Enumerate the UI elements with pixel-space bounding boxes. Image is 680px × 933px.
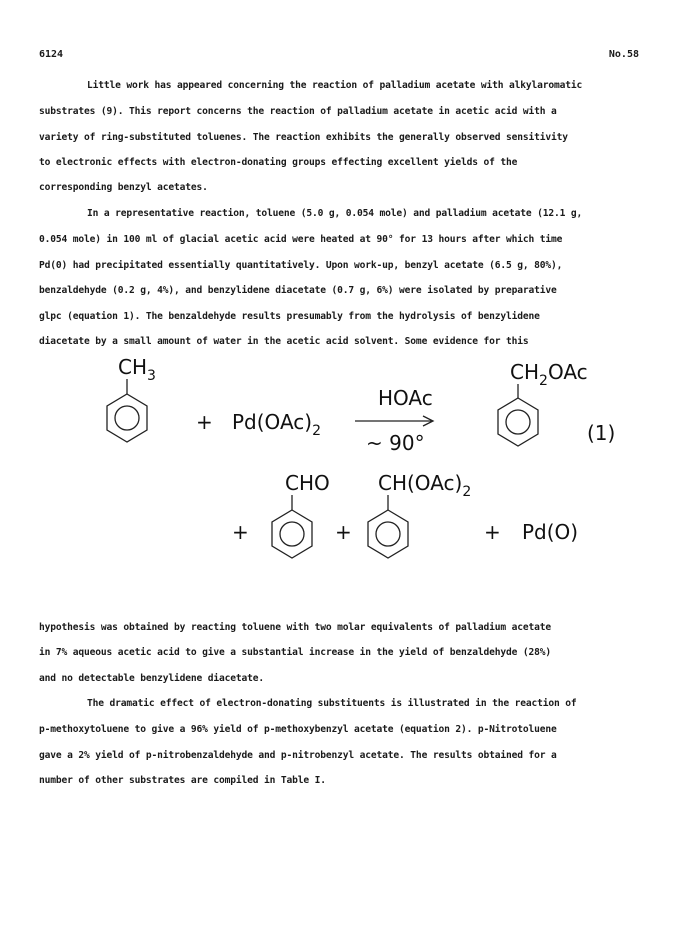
text-line: In a representative reaction, toluene (5.0 g, 0.054 mole) and palladium acetate (12.1 g, xyxy=(87,208,583,219)
text-line: benzaldehyde (0.2 g, 4%), and benzylidene diacetate (0.7 g, 6%) were isolated by preparative xyxy=(39,285,557,296)
page-number: 6124 xyxy=(39,49,64,60)
equation-number: (1) xyxy=(587,421,616,445)
aromatic-circle xyxy=(376,522,400,546)
text-line: in 7% aqueous acetic acid to give a substantial increase in the yield of benzaldehyde (28%) xyxy=(39,647,551,658)
text-line: gave a 2% yield of p-nitrobenzaldehyde and p-nitrobenzyl acetate. The results obtained for a xyxy=(39,750,557,761)
plus-sign: + xyxy=(196,410,213,434)
reaction-arrow xyxy=(355,386,433,455)
condition-solvent: HOAc xyxy=(378,386,433,410)
text-line: hypothesis was obtained by reacting toluene with two molar equivalents of palladium acetate xyxy=(39,622,551,633)
text-line: to electronic effects with electron-donating groups effecting excellent yields of the xyxy=(39,157,518,168)
benzyl-acetate-structure xyxy=(498,360,588,446)
diacetate-label: $CH(OAc)_2$ xyxy=(378,471,472,500)
text-line: The dramatic effect of electron-donating substituents is illustrated in the reaction of xyxy=(87,698,577,709)
text-line: and no detectable benzylidene diacetate. xyxy=(39,673,265,684)
benzene-ring xyxy=(368,510,408,558)
text-line: variety of ring-substituted toluenes. The reaction exhibits the generally observed sensitivity xyxy=(39,132,568,143)
benzene-ring xyxy=(107,394,147,442)
text-line: p-methoxytoluene to give a 96% yield of p-methoxybenzyl acetate (equation 2). p-Nitrotoluene xyxy=(39,724,557,735)
product1-label: $CH_2OAc$ xyxy=(510,360,588,389)
text-line: glpc (equation 1). The benzaldehyde results presumably from the hydrolysis of benzylidene xyxy=(39,311,540,322)
benzene-ring xyxy=(272,510,312,558)
text-line: diacetate by a small amount of water in the acetic acid solvent. Some evidence for this xyxy=(39,336,529,347)
plus-sign: + xyxy=(232,520,249,544)
benzylidene-diacetate-structure xyxy=(368,471,471,558)
aromatic-circle xyxy=(506,410,530,434)
benzaldehyde-structure xyxy=(272,471,330,558)
text-line: Pd(0) had precipitated essentially quantitatively. Upon work-up, benzyl acetate (6.5 g, 80%), xyxy=(39,260,563,271)
aldehyde-label: CHO xyxy=(285,471,330,495)
reaction-scheme xyxy=(0,350,680,590)
condition-temperature: ~ 90° xyxy=(366,431,425,455)
benzene-ring xyxy=(498,398,538,446)
plus-sign: + xyxy=(484,520,501,544)
plus-sign: + xyxy=(335,520,352,544)
text-line: corresponding benzyl acetates. xyxy=(39,182,208,193)
aromatic-circle xyxy=(115,406,139,430)
text-line: substrates (9). This report concerns the reaction of palladium acetate in acetic acid with a xyxy=(39,106,557,117)
palladium-acetate-label: $Pd(OAc)_2$ xyxy=(232,410,321,439)
aromatic-circle xyxy=(280,522,304,546)
text-line: number of other substrates are compiled in Table I. xyxy=(39,775,326,786)
text-line: Little work has appeared concerning the reaction of palladium acetate with alkylaromatic xyxy=(87,80,583,91)
journal-number: No.58 xyxy=(608,49,639,60)
palladium-metal-label: Pd(O) xyxy=(522,520,579,544)
methyl-group-label: $CH_3$ xyxy=(118,355,156,384)
toluene-structure xyxy=(107,355,156,442)
text-line: 0.054 mole) in 100 ml of glacial acetic acid were heated at 90° for 13 hours after which time xyxy=(39,234,563,245)
